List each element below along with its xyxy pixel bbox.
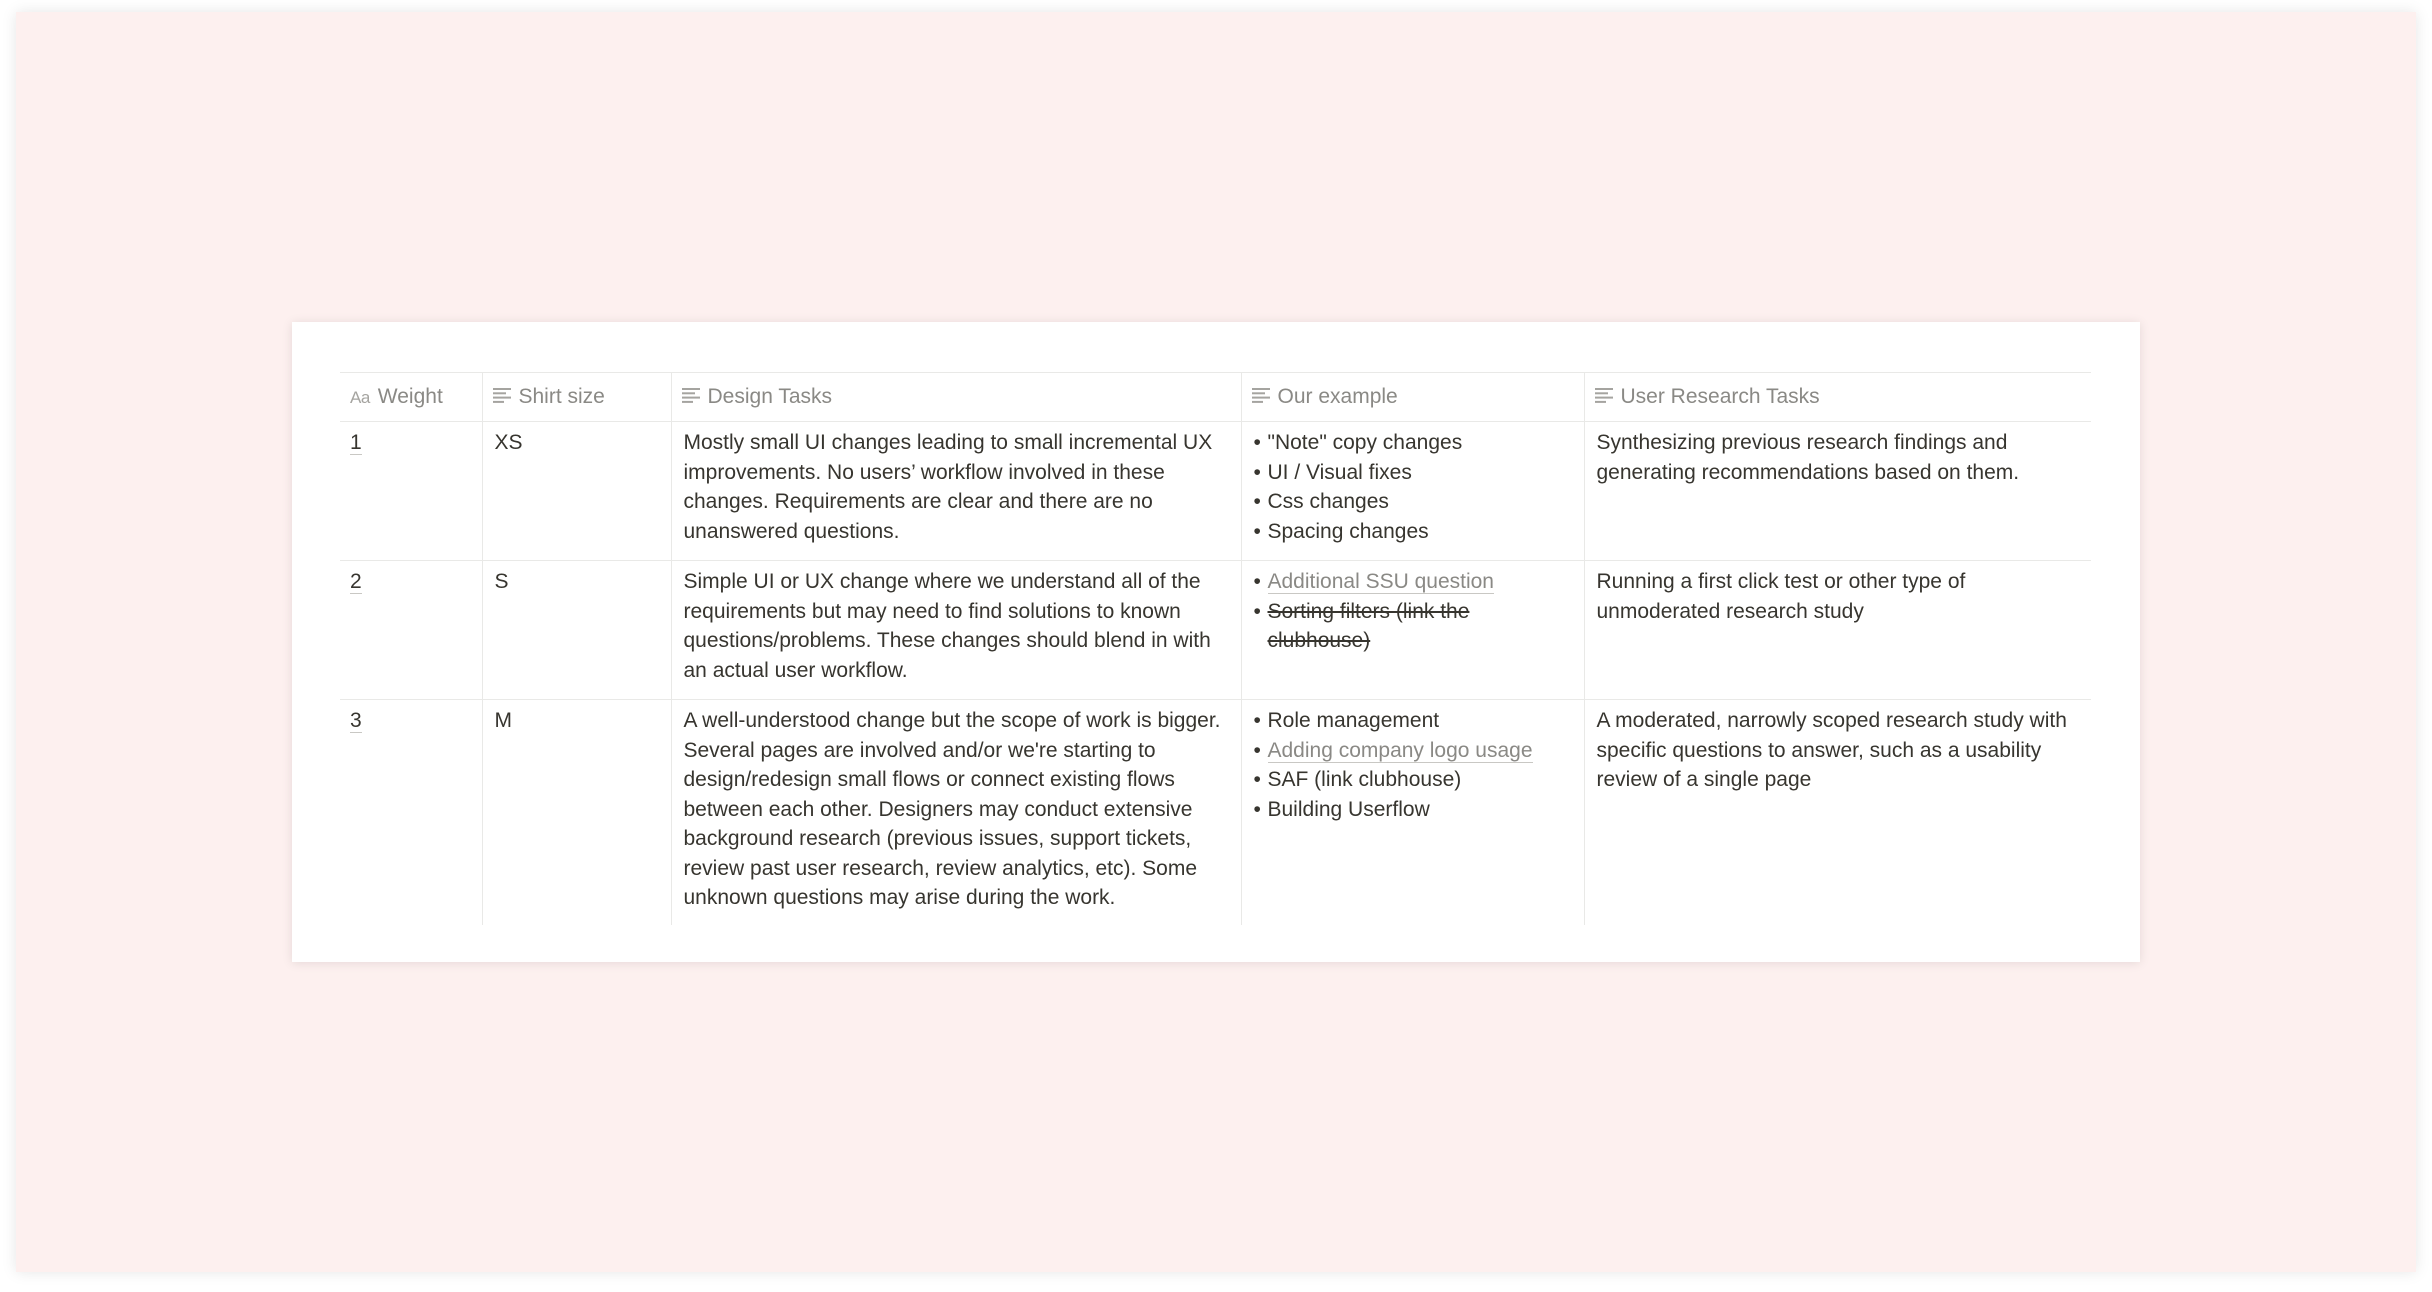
- text-lines-icon: [1252, 388, 1270, 403]
- shirt-size-cell[interactable]: [482, 561, 671, 700]
- title-aa-icon: Aa: [350, 387, 370, 407]
- table-row: [340, 561, 2091, 700]
- shirt-size-value: XS: [494, 431, 523, 454]
- column-header-label: Our example: [1277, 385, 1398, 409]
- text-lines-icon: [1595, 388, 1613, 403]
- user-research-cell[interactable]: [1584, 700, 2091, 925]
- column-header-label: Weight: [377, 384, 443, 408]
- user-research-cell[interactable]: [1584, 561, 2091, 700]
- weight-value[interactable]: 3: [350, 709, 362, 732]
- table-row: [340, 700, 2091, 925]
- list-item: • Css changes: [1254, 487, 1572, 517]
- shirt-size-value: M: [494, 709, 512, 732]
- example-link[interactable]: Additional SSU question: [1267, 570, 1494, 593]
- design-tasks-text: Simple UI or UX change where we understand all of the requirements but may need to find solutions to known questions/problems. These changes should blend in with an actual user workflow.: [683, 570, 1211, 682]
- column-header-our-example[interactable]: [1241, 373, 1584, 422]
- text-lines-icon: [493, 388, 511, 403]
- example-list: [1254, 567, 1572, 656]
- column-header-shirt-size[interactable]: [482, 373, 671, 422]
- text-lines-icon: [682, 388, 700, 403]
- column-header-label: Shirt size: [518, 385, 605, 409]
- list-item: [1254, 736, 1572, 766]
- our-example-cell[interactable]: [1241, 700, 1584, 925]
- table-header-row: [340, 373, 2091, 422]
- shirt-size-cell[interactable]: [482, 422, 671, 561]
- table-row: [340, 422, 2091, 561]
- list-item: • "Note" copy changes: [1254, 428, 1572, 458]
- column-header-design-tasks[interactable]: [671, 373, 1241, 422]
- user-research-text: A moderated, narrowly scoped research study with specific questions to answer, such as a usability review of a single page: [1596, 709, 2067, 791]
- design-tasks-cell[interactable]: [671, 561, 1241, 700]
- page-background: [16, 12, 2416, 1272]
- user-research-text: Synthesizing previous research findings and generating recommendations based on them.: [1596, 431, 2020, 484]
- design-tasks-text: A well-understood change but the scope of work is bigger. Several pages are involved and/or we're starting to design/redesign small flows or connect existing flows between each other. Designers may conduct extensive background research (previous issues, support tickets, review past user research, review analytics, etc). Some unknown questions may arise during the work.: [683, 709, 1221, 909]
- list-item: [1254, 567, 1572, 597]
- example-link[interactable]: Adding company logo usage: [1267, 738, 1533, 762]
- column-header-label: Design Tasks: [707, 385, 833, 409]
- weight-cell[interactable]: [340, 561, 482, 700]
- our-example-cell[interactable]: [1241, 561, 1584, 700]
- user-research-text: Running a first click test or other type of unmoderated research study: [1596, 570, 1966, 623]
- list-item: • Spacing changes: [1254, 517, 1572, 547]
- database-card: [292, 322, 2140, 962]
- design-tasks-cell[interactable]: [671, 700, 1241, 925]
- column-header-label: User Research Tasks: [1620, 385, 1820, 409]
- list-item: • UI / Visual fixes: [1254, 458, 1572, 488]
- column-header-user-research-tasks[interactable]: [1584, 373, 2091, 422]
- weight-cell[interactable]: [340, 700, 482, 925]
- list-item: • Building Userflow: [1254, 795, 1572, 825]
- weight-value[interactable]: 1: [350, 431, 362, 454]
- design-tasks-cell[interactable]: [671, 422, 1241, 561]
- list-item-struck: • Sorting filters (link the clubhouse): [1254, 597, 1572, 656]
- example-list: [1254, 428, 1572, 546]
- weight-value[interactable]: 2: [350, 570, 362, 593]
- list-item: • SAF (link clubhouse): [1254, 765, 1572, 795]
- shirt-size-value: S: [494, 570, 509, 593]
- user-research-cell[interactable]: [1584, 422, 2091, 561]
- list-item: • Role management: [1254, 706, 1572, 736]
- column-header-weight[interactable]: [340, 373, 482, 422]
- our-example-cell[interactable]: [1241, 422, 1584, 561]
- example-list: [1254, 706, 1572, 824]
- design-tasks-text: Mostly small UI changes leading to small incremental UX improvements. No users’ workflow involved in these changes. Requirements are clear and there are no unanswered questions.: [683, 431, 1213, 543]
- shirt-size-cell[interactable]: [482, 700, 671, 925]
- database-table: [340, 372, 2091, 925]
- weight-cell[interactable]: [340, 422, 482, 561]
